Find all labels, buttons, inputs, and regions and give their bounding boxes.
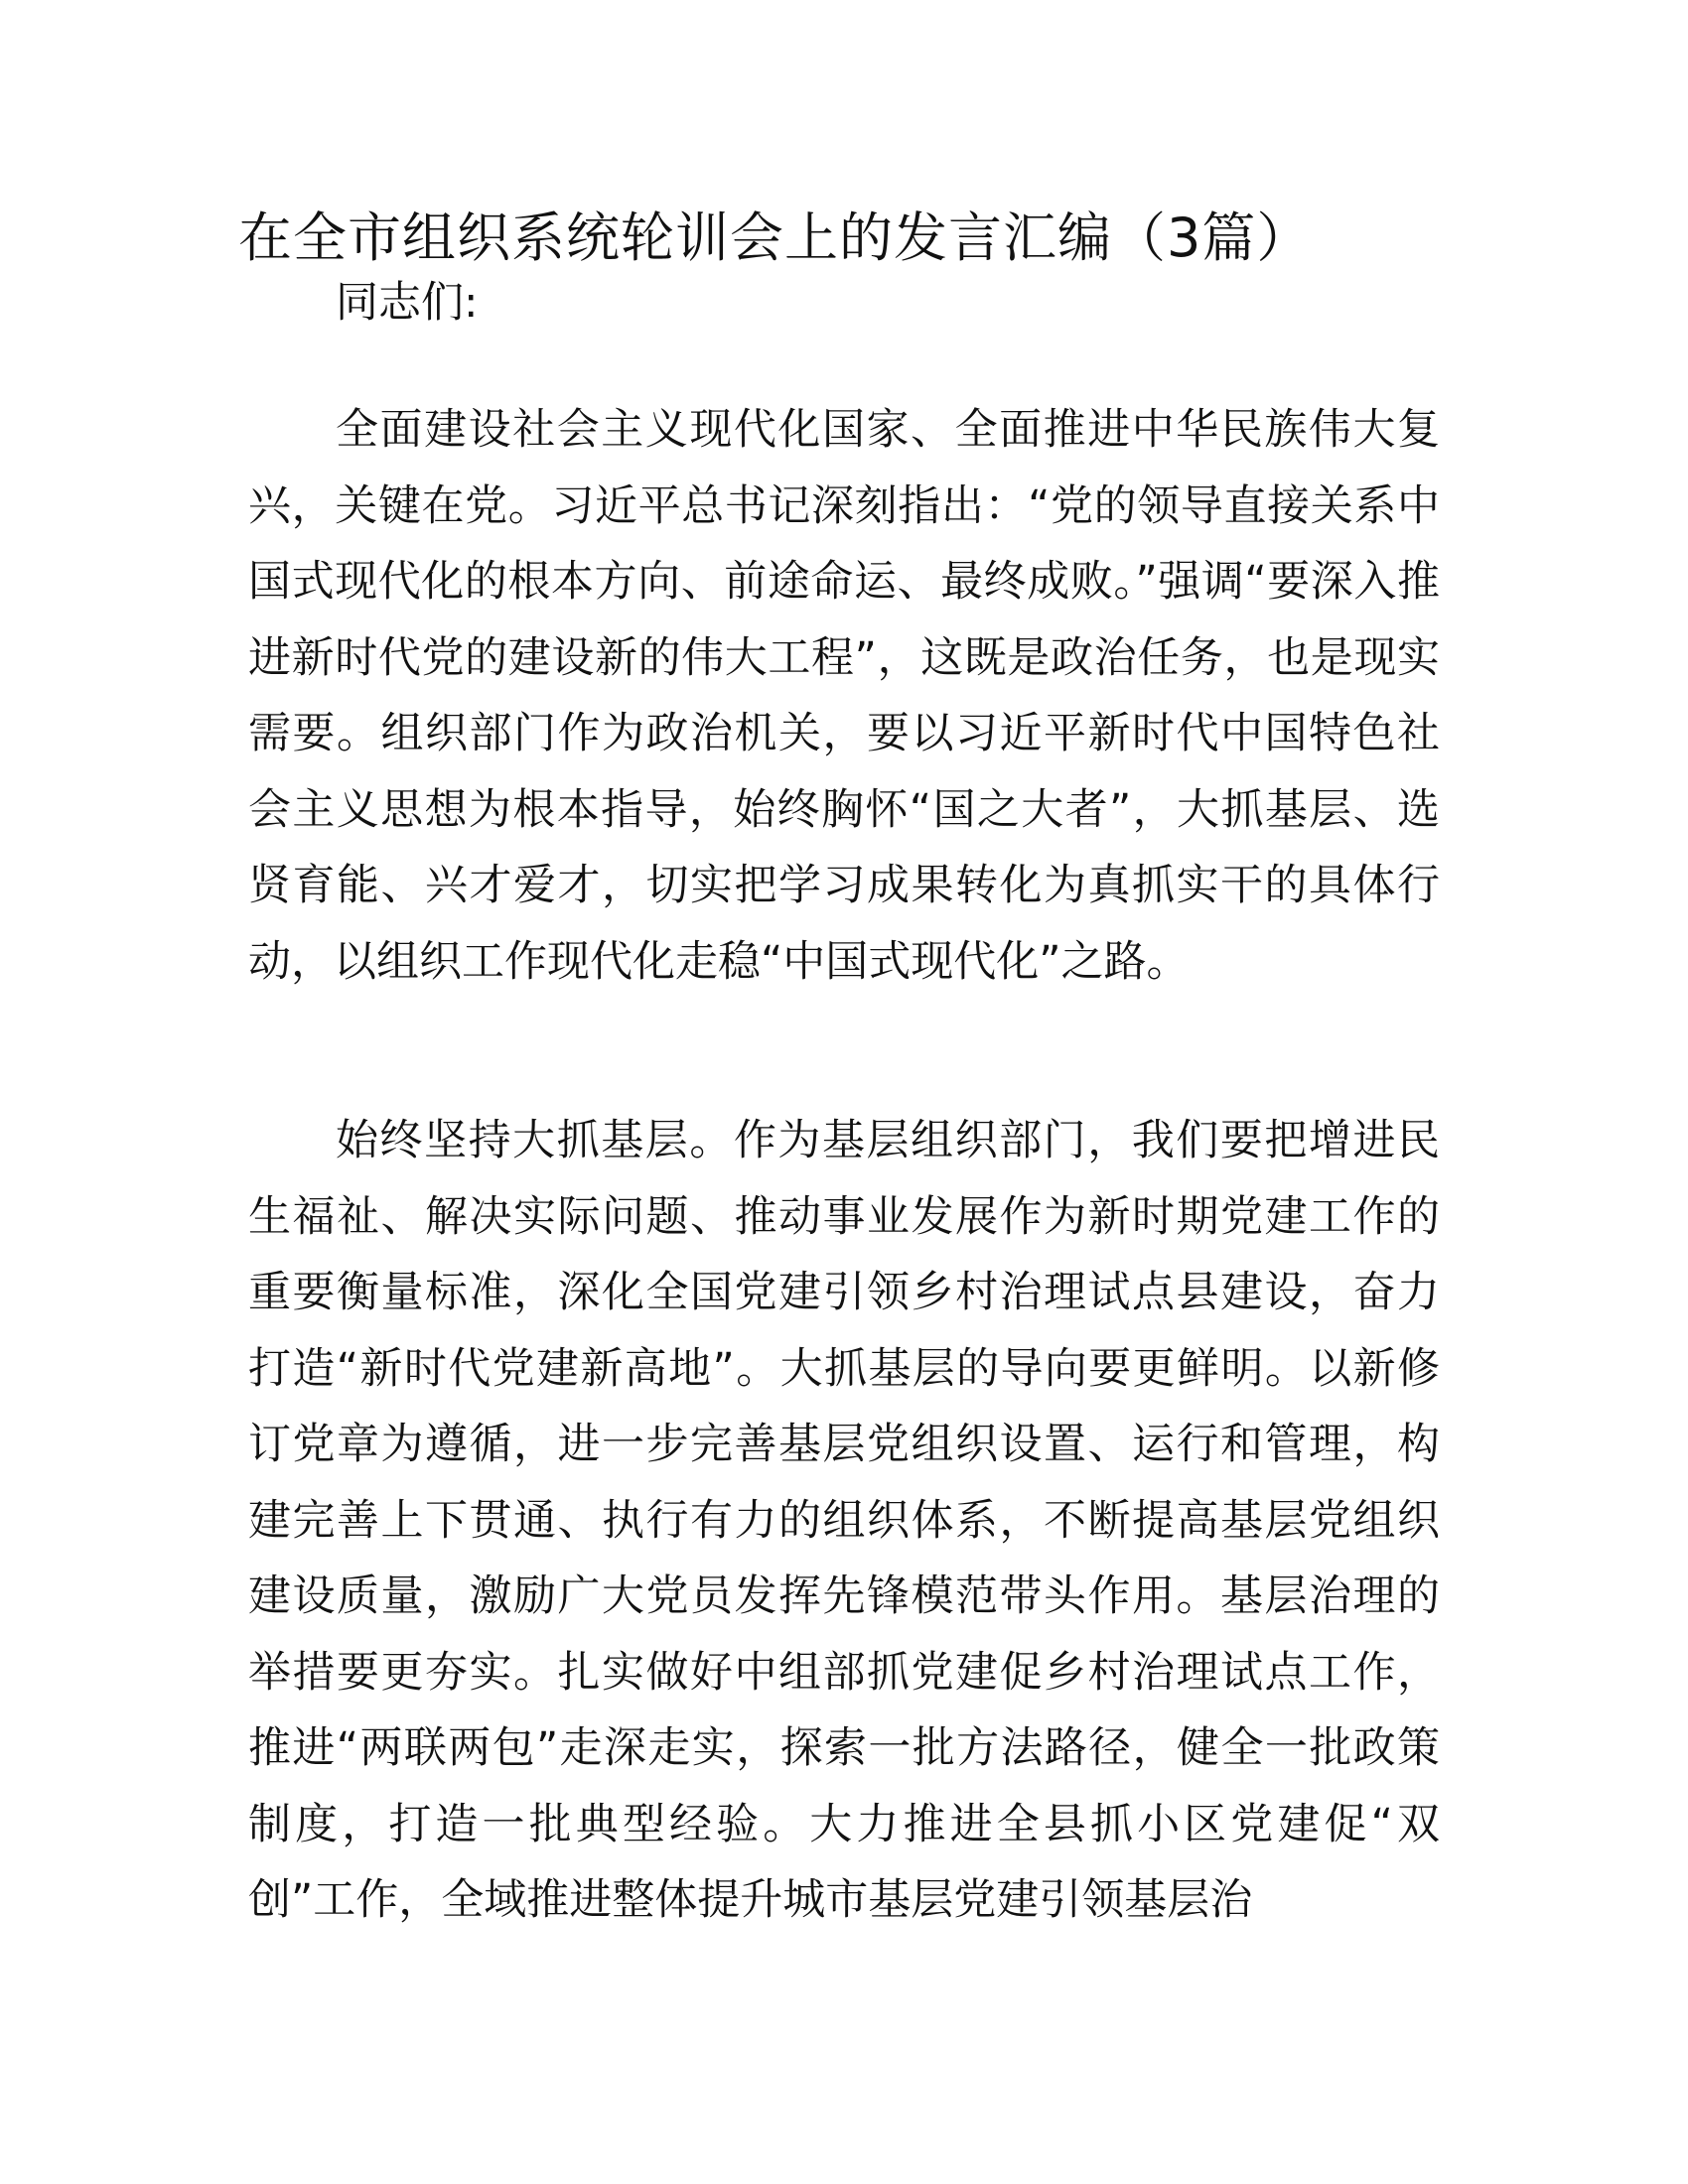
- body-paragraph-1: 全面建设社会主义现代化国家、全面推进中华民族伟大复兴，关键在党。习近平总书记深刻指出：“党的领导直接关系中国式现代化的根本方向、前途命运、最终成败。”强调“要深入推进新时代党的建设新的伟大工程”，这既是政治任务，也是现实需要。组织部门作为政治机关，要以习近平新时代中国特色社会主义思想为根本指导，始终胸怀“国之大者”，大抓基层、选贤育能、兴才爱才，切实把学习成果转化为真抓实干的具体行动，以组织工作现代化走稳“中国式现代化”之路。: [248, 405, 1440, 987]
- body-paragraph-2: 始终坚持大抓基层。作为基层组织部门，我们要把增进民生福祉、解决实际问题、推动事业发展作为新时期党建工作的重要衡量标准，深化全国党建引领乡村治理试点县建设，奋力打造“新时代党建新高地”。大抓基层的导向要更鲜明。以新修订党章为遵循，进一步完善基层党组织设置、运行和管理，构建完善上下贯通、执行有力的组织体系，不断提高基层党组织建设质量，激励广大党员发挥先锋模范带头作用。基层治理的举措要更夯实。扎实做好中组部抓党建促乡村治理试点工作，推进“两联两包”走深走实，探索一批方法路径，健全一批政策制度，打造一批典型经验。大力推进全县抓小区党建促“双创”工作，全域推进整体提升城市基层党建引领基层治: [248, 1116, 1440, 1925]
- document-title: 在全市组织系统轮训会上的发言汇编（3篇）: [238, 206, 1312, 269]
- salutation: 同志们:: [336, 278, 479, 328]
